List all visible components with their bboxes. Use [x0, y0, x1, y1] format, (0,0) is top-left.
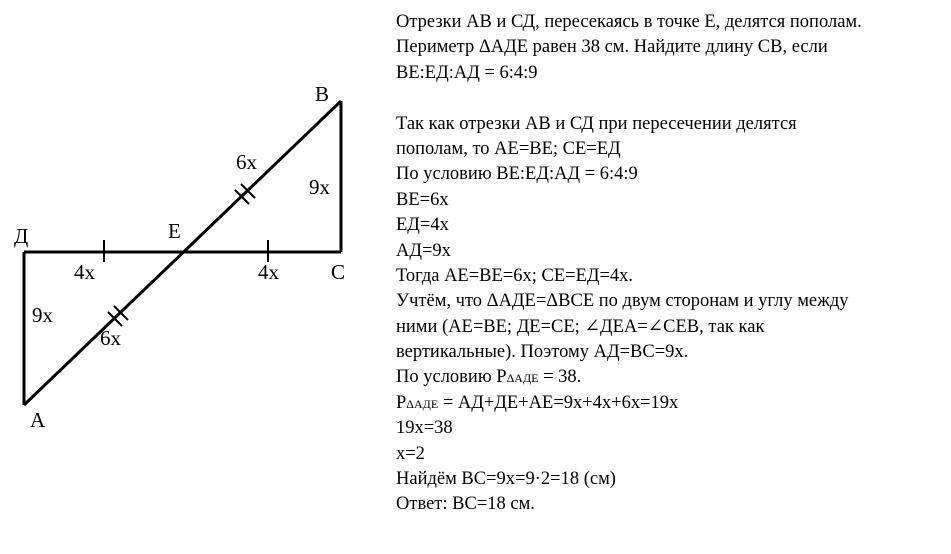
final-line: 19х=38 [396, 418, 453, 439]
label-seg-DE: 4х [74, 260, 95, 284]
text-block [396, 10, 946, 518]
label-seg-EB: 6х [236, 150, 257, 174]
perimeter-condition-line [396, 365, 946, 390]
solution-line: ними (АЕ=ВЕ; ДЕ=СЕ; ∠ДЕА=∠СЕВ, так как [396, 316, 765, 337]
perimeter-subscript: ΔАДЕ [506, 371, 539, 386]
final-line: х=2 [396, 443, 425, 464]
problem-line: ВЕ:ЕД:АД = 6:4:9 [396, 62, 538, 83]
spacer [396, 86, 946, 111]
label-vertex-D: Д [14, 224, 29, 248]
label-vertex-C: С [331, 260, 346, 284]
perimeter-subscript: ΔАДЕ [406, 396, 439, 411]
perimeter-sum: = АД+ДЕ+АЕ=9х+4х+6х=19х [438, 392, 679, 413]
label-seg-BC: 9х [309, 175, 330, 199]
label-seg-AE: 6х [100, 326, 121, 350]
solution-line: ЕД=4х [396, 215, 449, 236]
perimeter-symbol: Р [396, 392, 407, 413]
solution-line: пополам, то АЕ=ВЕ; СЕ=ЕД [396, 138, 621, 159]
answer-line: Ответ: ВС=18 см. [396, 494, 535, 515]
perimeter-sum-line [396, 391, 946, 416]
problem-line: Периметр ΔАДЕ равен 38 см. Найдите длину СВ, если [396, 37, 828, 58]
perimeter-value: = 38. [538, 367, 582, 388]
final-line: Найдём ВС=9х=9·2=18 (см) [396, 469, 616, 490]
label-vertex-B: В [315, 82, 330, 106]
label-vertex-E: Е [168, 219, 181, 243]
solution-line: По условию ВЕ:ЕД:АД = 6:4:9 [396, 164, 638, 185]
label-seg-EC: 4х [258, 260, 279, 284]
solution-line: Тогда АЕ=ВЕ=6х; СЕ=ЕД=4х. [396, 265, 634, 286]
perimeter-symbol: Р [496, 367, 507, 388]
solution-line: вертикальные). Поэтому АД=ВС=9х. [396, 342, 689, 363]
solution-line: Так как отрезки АВ и СД при пересечении делятся [396, 113, 797, 134]
solution-line: АД=9х [396, 240, 451, 261]
solution-line: Учтём, что ΔАДЕ=ΔВСЕ по двум сторонам и углу между [396, 291, 849, 312]
problem-line: Отрезки АВ и СД, пересекаясь в точке Е, делятся пополам. [396, 12, 862, 32]
perimeter-prefix: По условию [396, 367, 497, 388]
label-vertex-A: А [30, 408, 46, 432]
label-seg-AD: 9х [32, 303, 53, 327]
geometry-figure [0, 0, 380, 554]
solution-line: ВЕ=6х [396, 189, 449, 210]
